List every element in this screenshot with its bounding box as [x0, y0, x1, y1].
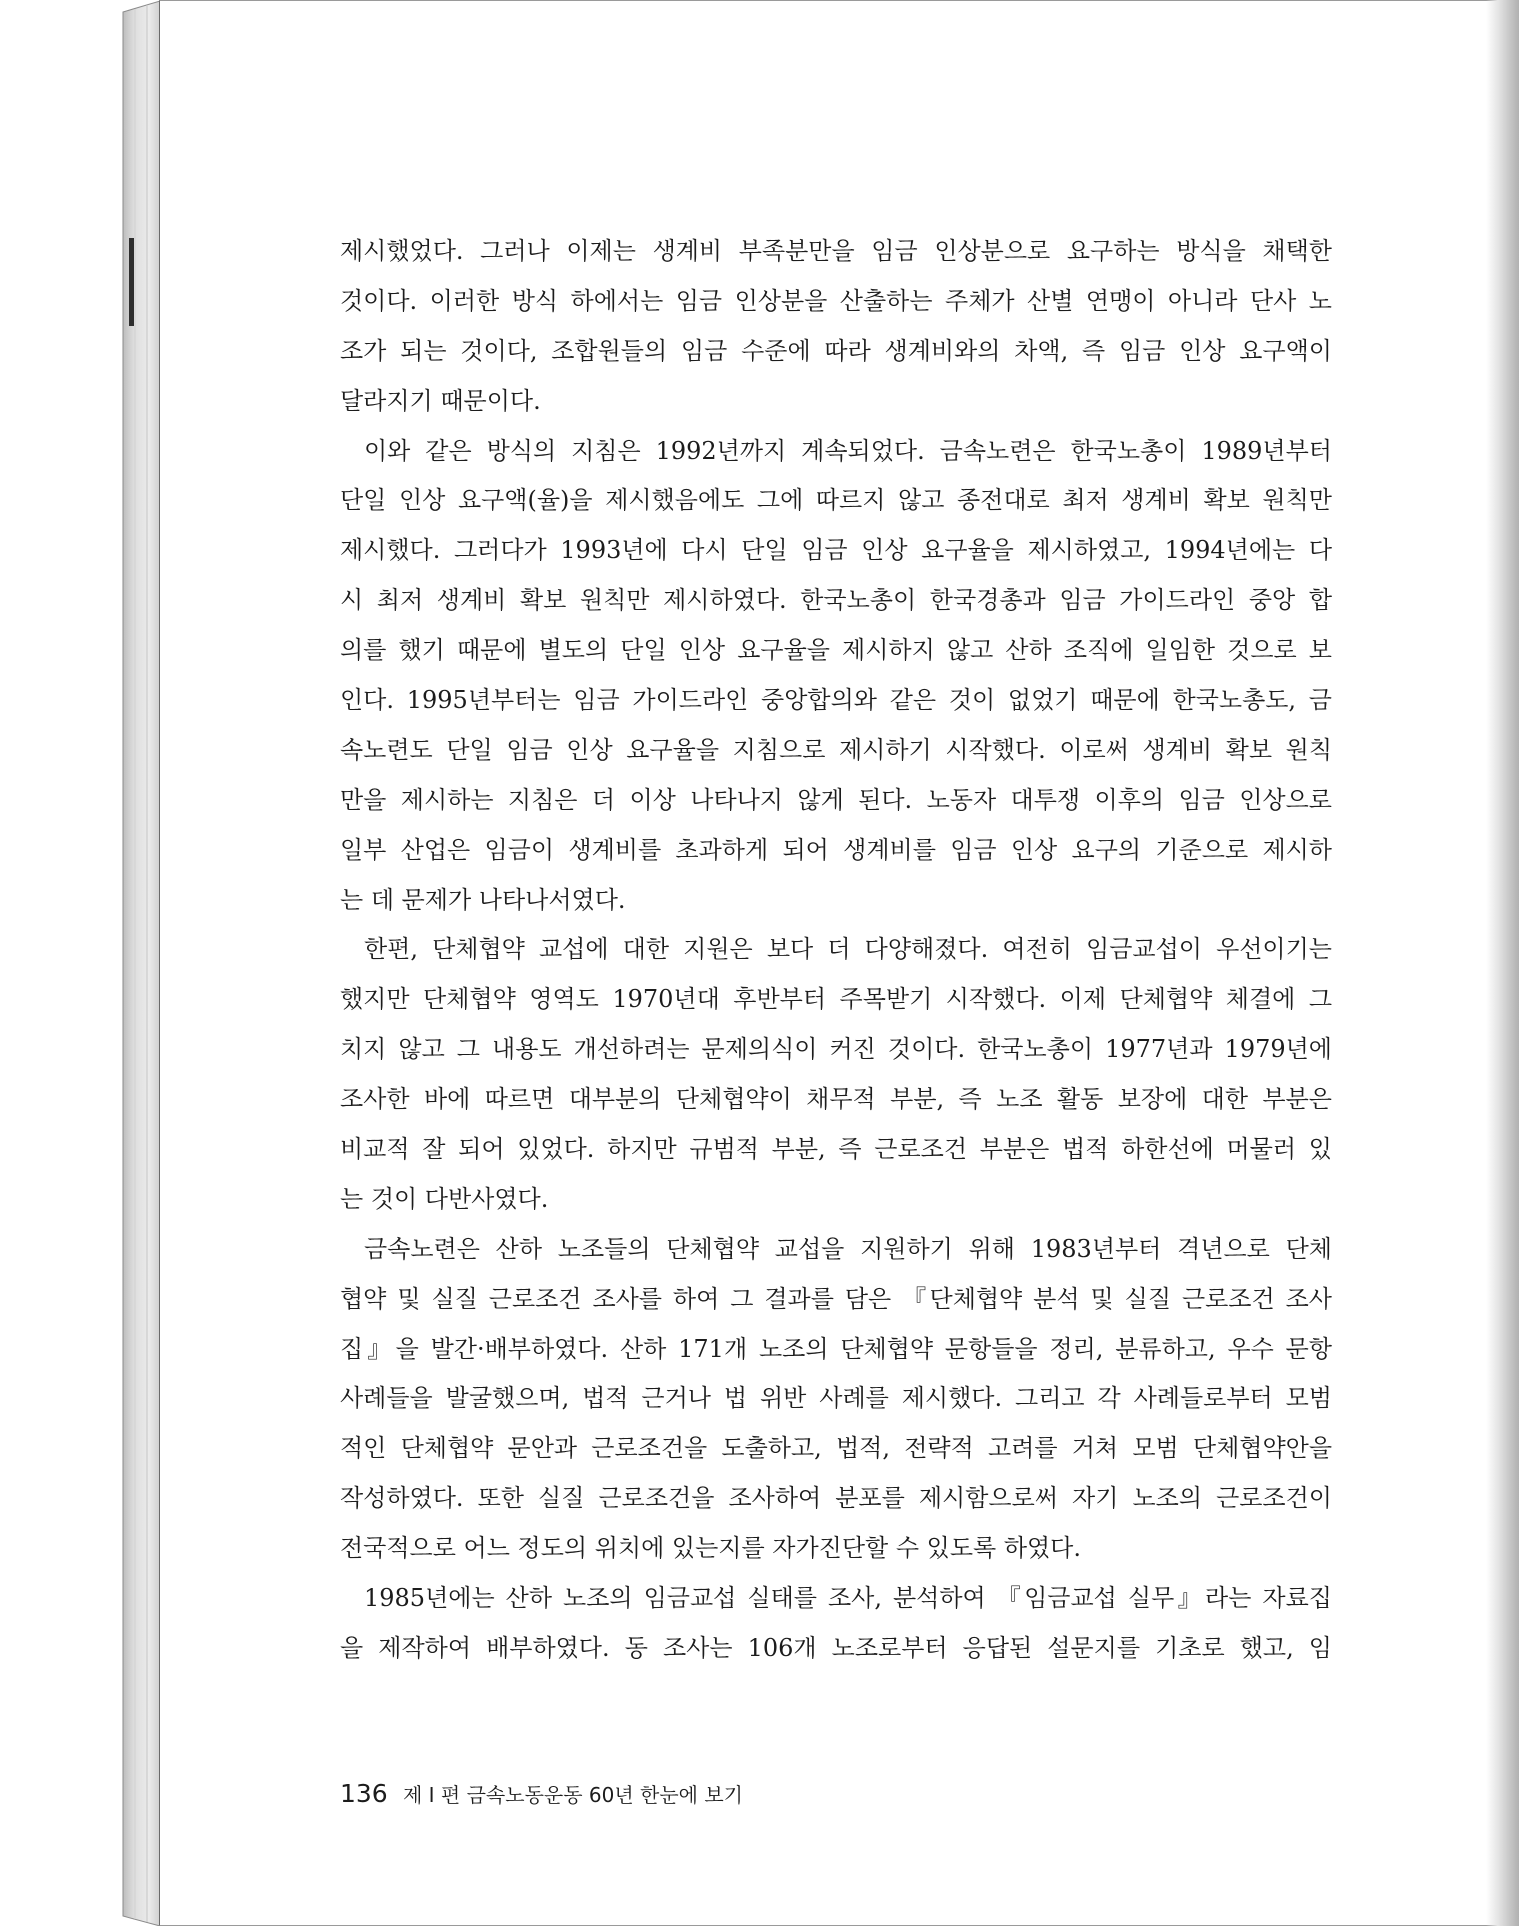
text-line: 전국적으로 어느 정도의 위치에 있는지를 자가진단할 수 있도록 하였다. [340, 1534, 1081, 1563]
paragraph [340, 427, 1332, 926]
paragraph [340, 1574, 1332, 1674]
text-line: 조가 되는 것이다, 조합원들의 임금 수준에 따라 생계비와의 차액, 즉 임금 인상 요구액이 [340, 336, 1332, 365]
text-line: 달라지기 때문이다. [340, 386, 541, 415]
paragraph [340, 1225, 1332, 1574]
text-line: 속노련도 단일 임금 인상 요구율을 지침으로 제시하기 시작했다. 이로써 생계비 확보 원칙 [340, 735, 1332, 764]
text-line: 시 최저 생계비 확보 원칙만 제시하였다. 한국노총이 한국경총과 임금 가이드라인 중앙 합 [340, 586, 1332, 615]
text-line: 만을 제시하는 지침은 더 이상 나타나지 않게 된다. 노동자 대투쟁 이후의 임금 인상으로 [340, 785, 1332, 814]
text-line: 제시했다. 그러다가 1993년에 다시 단일 임금 인상 요구율을 제시하였고, 1994년에는 다 [340, 536, 1332, 565]
page-edge-shadow [1486, 0, 1519, 1926]
text-line: 치지 않고 그 내용도 개선하려는 문제의식이 커진 것이다. 한국노총이 1977년과 1979년에 [340, 1035, 1332, 1064]
paragraph [340, 227, 1332, 427]
text-line: 인다. 1995년부터는 임금 가이드라인 중앙합의와 같은 것이 없었기 때문에 한국노총도, 금 [340, 686, 1332, 715]
running-title: 제 Ⅰ 편 금속노동운동 60년 한눈에 보기 [403, 1783, 743, 1807]
text-line: 단일 인상 요구액(율)을 제시했음에도 그에 따르지 않고 종전대로 최저 생계비 확보 원칙만 [340, 486, 1332, 515]
text-line: 이와 같은 방식의 지침은 1992년까지 계속되었다. 금속노련은 한국노총이 1989년부터 [364, 436, 1332, 465]
text-line: 작성하였다. 또한 실질 근로조건을 조사하여 분포를 제시함으로써 자기 노조의 근로조건이 [340, 1484, 1332, 1513]
text-line: 협약 및 실질 근로조건 조사를 하여 그 결과를 담은 『단체협약 분석 및 실질 근로조건 조사 [340, 1284, 1332, 1313]
text-line: 는 데 문제가 나타나서였다. [340, 885, 626, 914]
text-line: 을 제작하여 배부하였다. 동 조사는 106개 노조로부터 응답된 설문지를 기초로 했고, 임 [340, 1633, 1332, 1662]
paragraph [340, 925, 1332, 1224]
text-line: 것이다. 이러한 방식 하에서는 임금 인상분을 산출하는 주체가 산별 연맹이 아니라 단사 노 [340, 286, 1332, 315]
text-line: 금속노련은 산하 노조들의 단체협약 교섭을 지원하기 위해 1983년부터 격년으로 단체 [364, 1234, 1332, 1263]
text-line: 의를 했기 때문에 별도의 단일 인상 요구율을 제시하지 않고 산하 조직에 일임한 것으로 보 [340, 636, 1332, 665]
text-line: 제시했었다. 그러나 이제는 생계비 부족분만을 임금 인상분으로 요구하는 방식을 채택한 [340, 237, 1332, 265]
page-footer [340, 1774, 743, 1814]
book-spine-edge [0, 0, 170, 1926]
text-line: 집』을 발간·배부하였다. 산하 171개 노조의 단체협약 문항들을 정리, 분류하고, 우수 문항 [340, 1334, 1332, 1363]
text-line: 했지만 단체협약 영역도 1970년대 후반부터 주목받기 시작했다. 이제 단체협약 체결에 그 [340, 985, 1332, 1014]
text-line: 1985년에는 산하 노조의 임금교섭 실태를 조사, 분석하여 『임금교섭 실무』라는 자료집 [364, 1584, 1332, 1613]
text-line: 일부 산업은 임금이 생계비를 초과하게 되어 생계비를 임금 인상 요구의 기준으로 제시하 [340, 835, 1332, 864]
text-line: 조사한 바에 따르면 대부분의 단체협약이 채무적 부분, 즉 노조 활동 보장에 대한 부분은 [340, 1085, 1332, 1114]
body-text [340, 227, 1332, 1674]
text-line: 사례들을 발굴했으며, 법적 근거나 법 위반 사례를 제시했다. 그리고 각 사례들로부터 모범 [340, 1384, 1332, 1413]
bookmark-tab [129, 238, 134, 326]
page-number: 136 [340, 1779, 388, 1808]
text-line: 는 것이 다반사였다. [340, 1184, 549, 1213]
text-line: 비교적 잘 되어 있었다. 하지만 규범적 부분, 즉 근로조건 부분은 법적 하한선에 머물러 있 [340, 1135, 1332, 1164]
text-line: 한편, 단체협약 교섭에 대한 지원은 보다 더 다양해졌다. 여전히 임금교섭이 우선이기는 [364, 935, 1332, 964]
text-line: 적인 단체협약 문안과 근로조건을 도출하고, 법적, 전략적 고려를 거쳐 모범 단체협약안을 [340, 1434, 1332, 1463]
